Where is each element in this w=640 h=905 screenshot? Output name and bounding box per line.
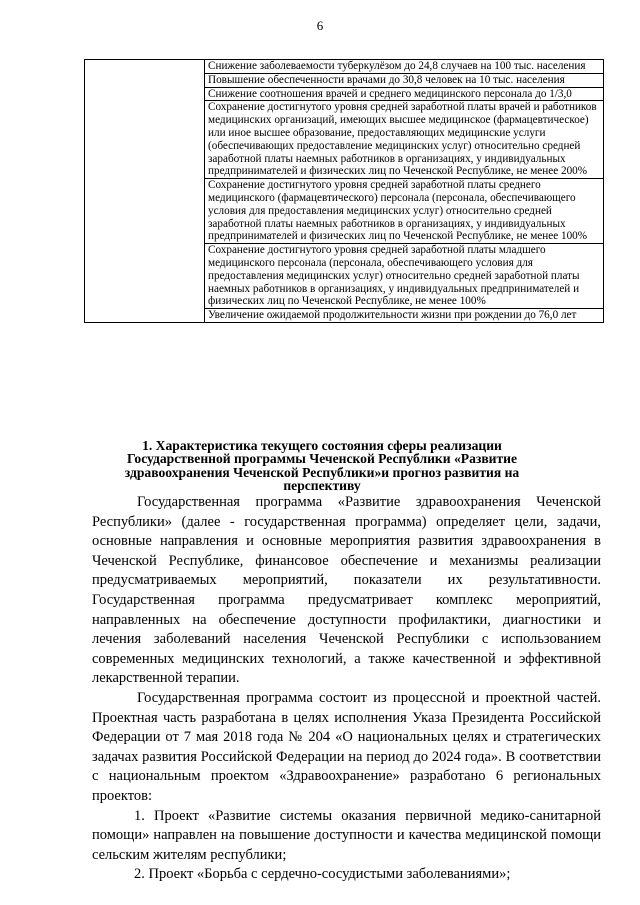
target-cell: Повышение обеспеченности врачами до 30,8 человек на 10 тыс. населения bbox=[205, 73, 604, 87]
targets-table bbox=[84, 59, 604, 323]
target-cell: Сохранение достигнутого уровня средней заработной платы врачей и работников медицинских организаций, имеющих высшее медицинское (фармацевтическое) или иное высшее образование, предоставляющих медицинские услуги (обеспечивающих предоставление медицинских услуг) относительно средней заработной платы наемных работников в организациях, у индивидуальных предпринимателей и физических лиц по Чеченской Республике, не менее 200% bbox=[205, 101, 604, 179]
section-heading: 1. Характеристика текущего состояния сферы реализации Государственной программы Чеченской Республики «Развитие здравоохранения Чеченской Республики»и прогноз развития на перспективу bbox=[124, 438, 520, 494]
target-cell: Увеличение ожидаемой продолжительности жизни при рождении до 76,0 лет bbox=[205, 309, 604, 323]
paragraph: Государственная программа «Развитие здравоохранения Чеченской Республики» (далее - государственная программа) определяет цели, задачи, основные направления и основные мероприятия развития здравоохранения в Чеченской Республике, финансовое обеспечение и механизмы реализации предусматриваемых мероприятий, показатели их результативности. Государственная программа предусматривает комплекс мероприятий, направленных на обеспечение доступности профилактики, диагностики и лечения заболеваний населения Чеченской Республики с использованием современных медицинских технологий, а также качественной и эффективной лекарственной терапии. bbox=[92, 494, 601, 687]
list-item: 1. Проект «Развитие системы оказания первичной медико-санитарной помощи» направлен на повышение доступности и качества медицинской помощи сельским жителям республики; bbox=[92, 807, 601, 863]
target-cell: Снижение заболеваемости туберкулёзом до 24,8 случаев на 100 тыс. населения bbox=[205, 60, 604, 74]
target-cell: Сохранение достигнутого уровня средней заработной платы младшего медицинского персонала (персонала, обеспечивающего условия для предоставления медицинских услуг) относительно средней заработной платы наемных работников в организациях, у индивидуальных предпринимателей и физических лиц по Чеченской Республике, не менее 100% bbox=[205, 244, 604, 309]
target-cell: Сохранение достигнутого уровня средней заработной платы среднего медицинского (фармацевтического) персонала (персонала, обеспечивающего условия для предоставления медицинских услуг) относительно средней заработной платы наемных работников в организациях, у индивидуальных предпринимателей и физических лиц по Чеченской Республике, не менее 100% bbox=[205, 179, 604, 244]
table-row bbox=[85, 60, 604, 74]
page-number: 6 bbox=[316, 18, 324, 33]
list-item: 2. Проект «Борьба с сердечно-сосудистыми заболеваниями»; bbox=[134, 866, 511, 883]
empty-label-cell bbox=[85, 60, 205, 323]
paragraph: Государственная программа состоит из процессной и проектной частей. Проектная часть разработана в целях исполнения Указа Президента Российской Федерации от 7 мая 2018 года № 204 «О национальных целях и стратегических задачах развития Российской Федерации на период до 2024 года». В соответствии с национальным проектом «Здравоохранение» разработано 6 региональных проектов: bbox=[92, 689, 601, 804]
section-body bbox=[92, 493, 601, 885]
target-cell: Снижение соотношения врачей и среднего медицинского персонала до 1/3,0 bbox=[205, 87, 604, 101]
